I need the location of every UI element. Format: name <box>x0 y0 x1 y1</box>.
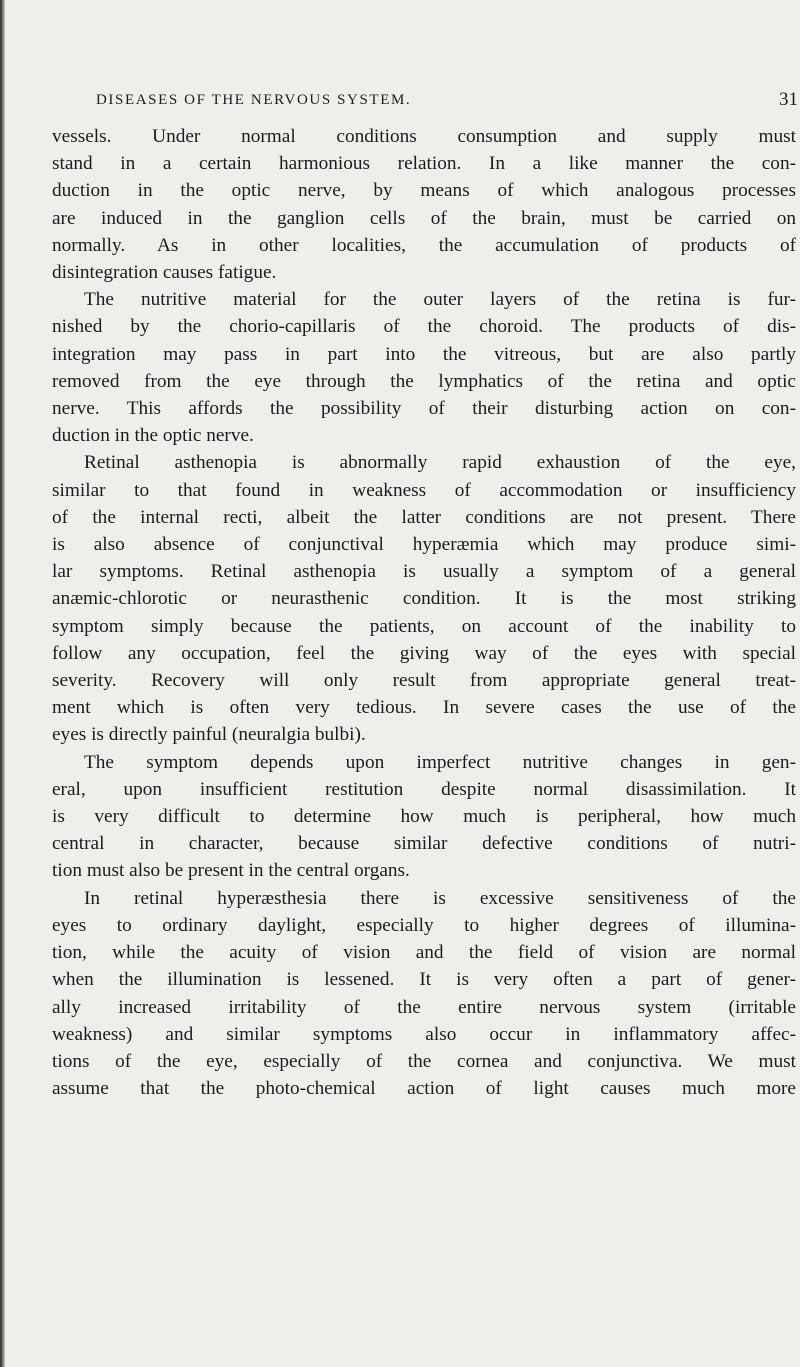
text-line: Retinal asthenopia is abnormally rapid exhaustion of the eye, <box>84 452 796 474</box>
text-line: duction in the optic nerve. <box>52 425 254 447</box>
text-line: when the illumination is lessened. It is very often a part of gener- <box>52 969 796 991</box>
text-line: vessels. Under normal conditions consumption and supply must <box>52 126 796 147</box>
text-line: nerve. This affords the possibility of their disturbing action on con- <box>52 398 796 420</box>
text-line: severity. Recovery will only result from appropriate general treat- <box>52 670 796 692</box>
text-line: tion, while the acuity of vision and the field of vision are normal <box>52 942 796 964</box>
paragraph <box>52 123 796 286</box>
text-line: lar symptoms. Retinal asthenopia is usually a symptom of a general <box>52 561 796 583</box>
text-line: symptom simply because the patients, on account of the inability to <box>52 615 796 637</box>
text-line: weakness) and similar symptoms also occur in inflammatory affec- <box>52 1023 796 1045</box>
text-line: The symptom depends upon imperfect nutritive changes in gen- <box>84 751 796 773</box>
text-line: duction in the optic nerve, by means of which analogous processes <box>52 180 796 202</box>
text-line: tion must also be present in the central organs. <box>52 860 410 882</box>
text-line: tions of the eye, especially of the cornea and conjunctiva. We must <box>52 1050 796 1072</box>
text-line: central in character, because similar defective conditions of nutri- <box>52 833 796 855</box>
text-line: disintegration causes fatigue. <box>52 262 277 284</box>
paragraph <box>52 749 796 885</box>
text-line: eyes is directly painful (neuralgia bulbi). <box>52 724 366 746</box>
paragraph <box>52 449 796 748</box>
text-line: The nutritive material for the outer layers of the retina is fur- <box>84 289 796 311</box>
text-line: eral, upon insufficient restitution despite normal disassimilation. It <box>52 778 796 800</box>
text-line: is also absence of conjunctival hyperæmia which may produce simi- <box>52 534 796 556</box>
text-line: of the internal recti, albeit the latter conditions are not present. There <box>52 506 796 528</box>
text-line: normally. As in other localities, the accumulation of products of <box>52 234 796 256</box>
text-line: ment which is often very tedious. In severe cases the use of the <box>52 697 796 719</box>
body-text <box>52 123 796 1102</box>
page-header <box>96 89 798 116</box>
text-line: are induced in the ganglion cells of the brain, must be carried on <box>52 207 796 229</box>
text-line: eyes to ordinary daylight, especially to higher degrees of illumina- <box>52 914 796 936</box>
paragraph <box>52 286 796 449</box>
text-line: anæmic-chlorotic or neurasthenic condition. It is the most striking <box>52 588 796 610</box>
text-line: integration may pass in part into the vitreous, but are also partly <box>52 343 796 365</box>
text-line: similar to that found in weakness of accommodation or insufficiency <box>52 479 796 501</box>
page-number: 31 <box>779 89 798 110</box>
text-line: follow any occupation, feel the giving way of the eyes with special <box>52 642 796 664</box>
text-line: is very difficult to determine how much is peripheral, how much <box>52 806 796 828</box>
paragraph <box>52 885 796 1103</box>
running-head: DISEASES OF THE NERVOUS SYSTEM. <box>96 92 412 108</box>
text-line: removed from the eye through the lymphatics of the retina and optic <box>52 370 796 392</box>
text-line: stand in a certain harmonious relation. In a like manner the con- <box>52 153 796 175</box>
text-line: nished by the chorio-capillaris of the choroid. The products of dis- <box>52 316 796 338</box>
page-binding-edge <box>0 0 5 1367</box>
text-line: ally increased irritability of the entire nervous system (irritable <box>52 996 796 1018</box>
text-line: assume that the photo-chemical action of light causes much more <box>52 1078 796 1100</box>
text-line: In retinal hyperæsthesia there is excessive sensitiveness of the <box>84 887 796 909</box>
